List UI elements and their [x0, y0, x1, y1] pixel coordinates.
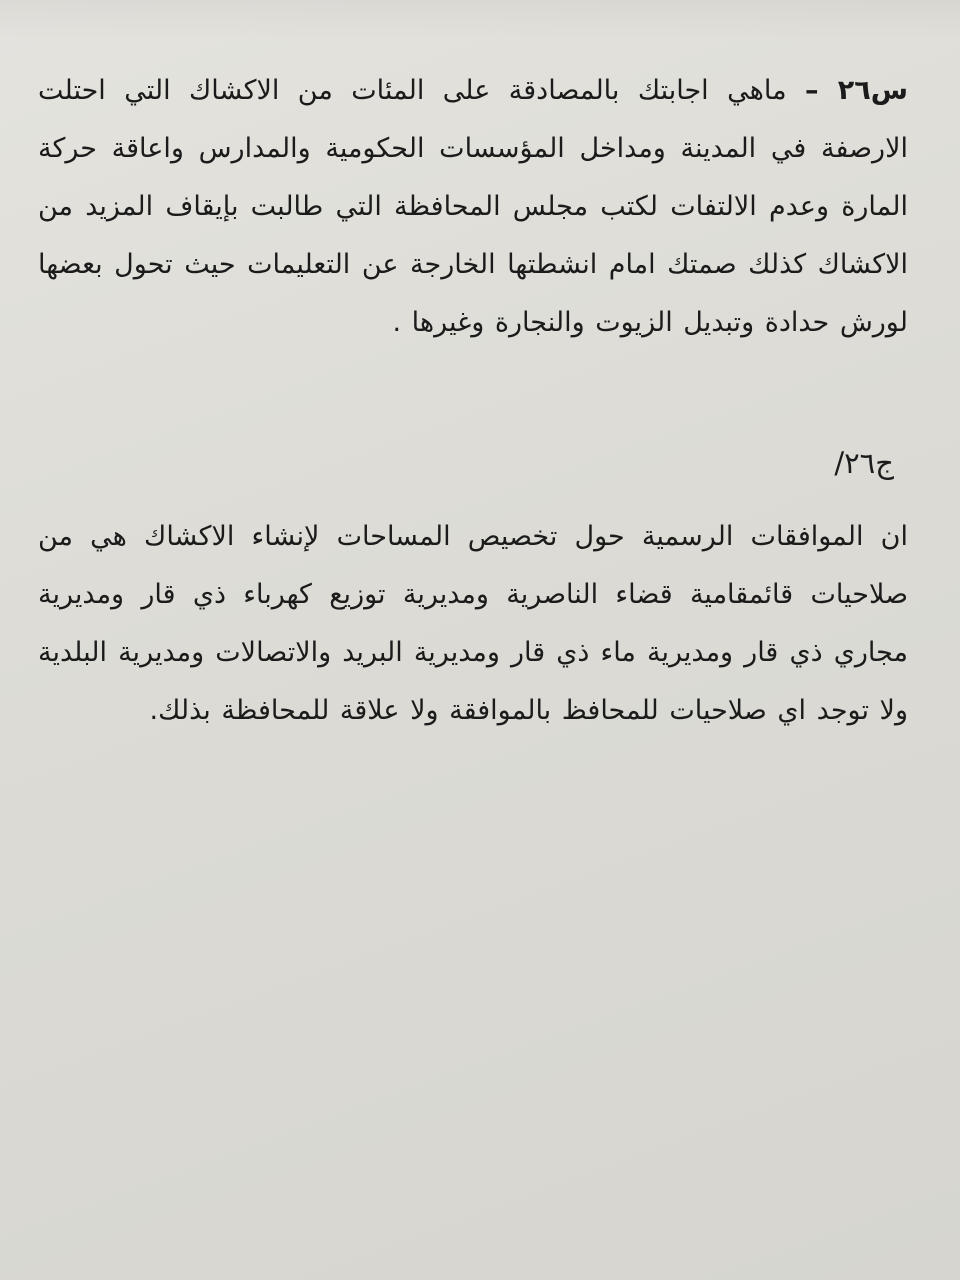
question-text: ماهي اجابتك بالمصادقة على المئات من الاكشاك التي احتلت الارصفة في المدينة ومداخل المؤسسات الحكومية والمدارس واعاقة حركة المارة وعدم الالتفات لكتب مجلس المحافظة التي طالبت بإيقاف المزيد من الاكشاك كذلك صمتك امام انشطتها الخارجة عن التعليمات حيث تحول بعضها لورش حدادة وتبديل الزيوت والنجارة وغيرها .: [38, 75, 908, 338]
answer-number: ج٢٦/: [834, 446, 894, 480]
answer-paragraph: [38, 508, 908, 740]
page-shadow: [0, 0, 960, 40]
answer-text: ان الموافقات الرسمية حول تخصيص المساحات لإنشاء الاكشاك هي من صلاحيات قائمقامية قضاء الناصرية ومديرية توزيع كهرباء ذي قار ومديرية مجاري ذي قار ومديرية ماء ذي قار ومديرية البريد والاتصالات ومديرية البلدية ولا توجد اي صلاحيات للمحافظ بالموافقة ولا علاقة للمحافظة بذلك.: [38, 521, 908, 726]
question-number: س٢٦ –: [805, 75, 908, 106]
question-paragraph: [38, 62, 908, 352]
